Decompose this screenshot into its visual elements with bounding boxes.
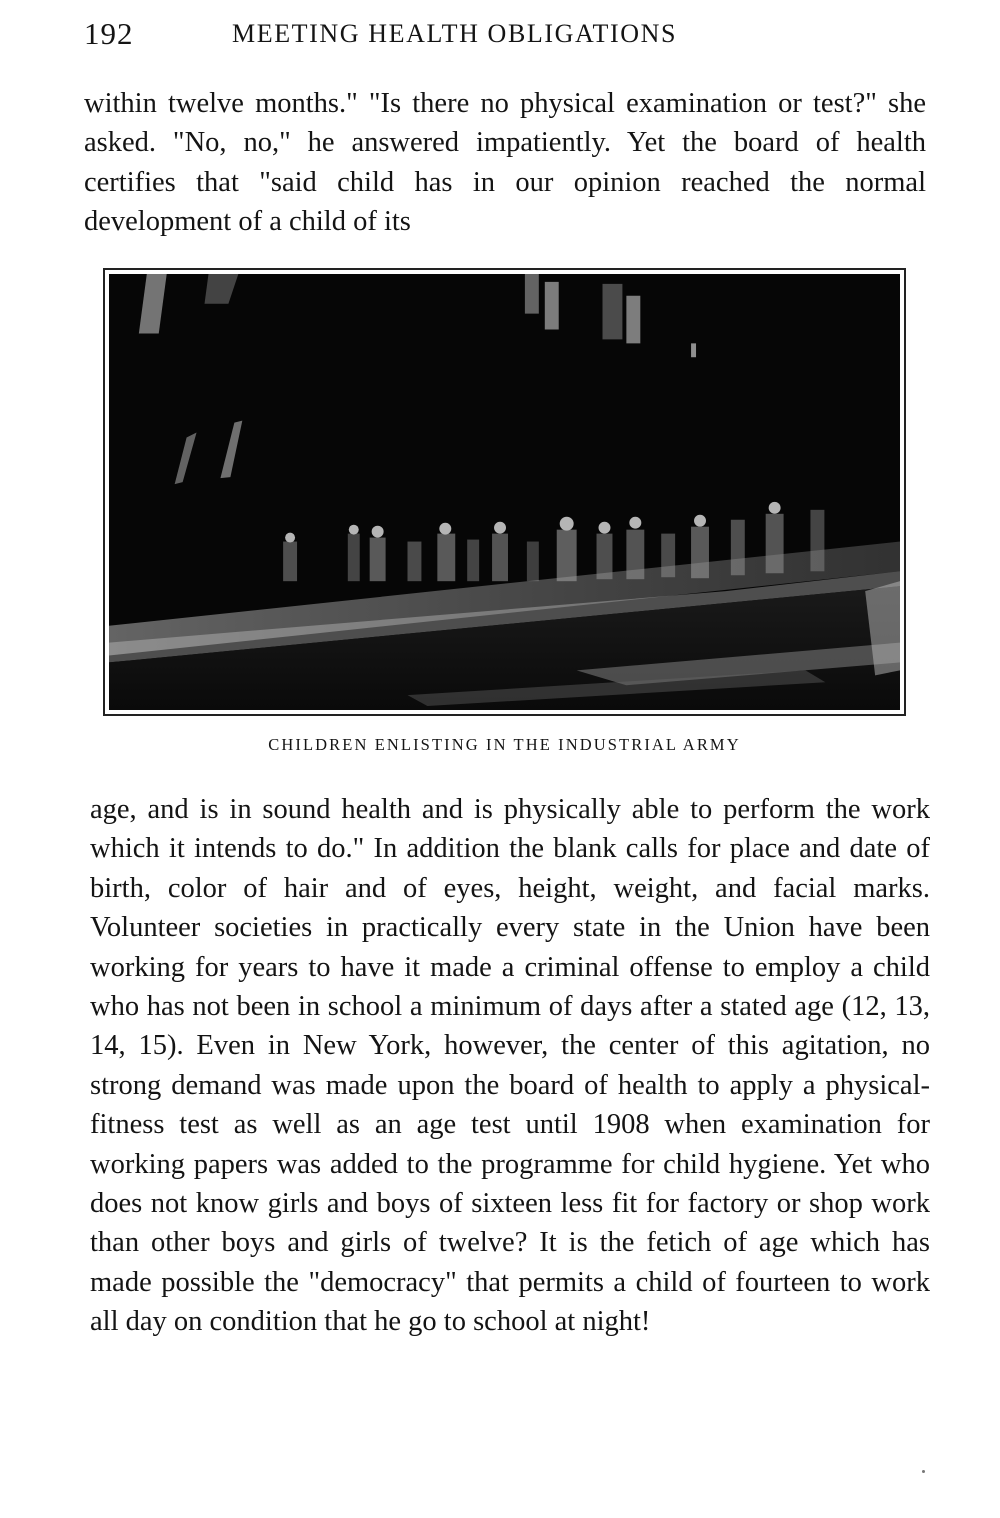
photo-figure xyxy=(103,268,906,716)
running-head-title: MEETING HEALTH OBLIGATIONS xyxy=(232,19,678,48)
paragraph-top: within twelve months." "Is there no physical examination or test?" she asked. "No, no," he answered impatiently. Yet the board of health certifies that "said child has in our opinion reached the normal development of a child of its xyxy=(84,88,926,238)
paragraph-bottom: age, and is in sound health and is physically able to perform the work which it intends to do." In addition the blank calls for place and date of birth, color of hair and of eyes, height, weight, and facial marks. Volunteer societies in practically every state in the Union have been working for years to have it made a criminal offense to employ a child who has not been in school a minimum of days after a stated age (12, 13, 14, 15). Even in New York, however, the center of this agitation, no strong demand was made upon the board of health to apply a physical-fitness test as well as an age test until 1908 when examination for working papers was added to the programme for child hygiene. Yet who does not know girls and boys of sixteen less fit for factory or shop work than other boys and girls of twelve? It is the fetich of age which has made possible the "democracy" that permits a child of fourteen to work all day on condition that he go to school at night! xyxy=(90,794,930,1338)
photo-image xyxy=(109,274,900,710)
body-text-top xyxy=(84,84,926,242)
paper-speck xyxy=(922,1470,925,1473)
figure-caption: CHILDREN ENLISTING IN THE INDUSTRIAL ARMY xyxy=(268,735,741,754)
page-number: 192 xyxy=(84,16,134,51)
running-head xyxy=(84,16,784,56)
body-text-bottom xyxy=(90,790,930,1342)
